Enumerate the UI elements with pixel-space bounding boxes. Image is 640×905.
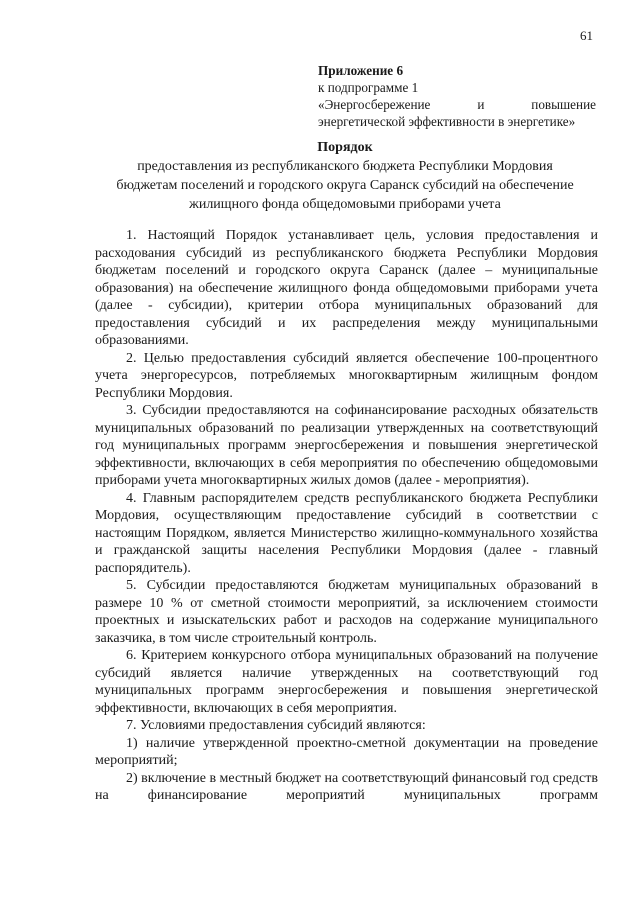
appendix-line: к подпрограмме 1 — [318, 80, 419, 95]
appendix-line: «Энергосбережение и повышение — [318, 97, 596, 112]
paragraph-3: 3. Субсидии предоставляются на софинансирование расходных обязательств муниципальных образований по реализации утвержденных на соответствующий год муниципальных программ энергосбережения и повышения энергетической эффективности, включающих в себя мероприятия по обеспечению общедомовыми приборами учета многоквартирных жилых домов (далее - мероприятия). — [95, 403, 598, 488]
paragraph-7: 7. Условиями предоставления субсидий являются: — [126, 718, 426, 733]
page-number: 61 — [580, 28, 593, 43]
list-item-1: 1) наличие утвержденной проектно-сметной документации на проведение мероприятий; — [95, 735, 598, 768]
document-subtitle-line: бюджетам поселений и городского округа Саранск субсидий на обеспечение — [116, 178, 574, 193]
document-subtitle-line: предоставления из республиканского бюджета Республики Мордовия — [137, 159, 553, 174]
paragraph-6: 6. Критерием конкурсного отбора муниципальных образований на получение субсидий является наличие утвержденных на соответствующий год муниципальных программ энергосбережения и повышения энергетической эффективности, включающих в себя мероприятия. — [95, 648, 598, 716]
list-item-2: 2) включение в местный бюджет на соответствующий финансовый год средств на финансирование мероприятий муниципальных программ — [95, 770, 598, 803]
paragraph-5: 5. Субсидии предоставляются бюджетам муниципальных образований в размере 10 % от сметной стоимости мероприятий, за исключением стоимости проектных и изыскательских работ и расходов на содержание муниципального заказчика, в том числе строительный контроль. — [95, 578, 598, 646]
paragraph-4: 4. Главным распорядителем средств республиканского бюджета Республики Мордовия, осуществляющим предоставление субсидий в соответствии с настоящим Порядком, является Министерство жилищно-коммунального хозяйства и гражданской защиты населения Республики Мордовия (далее - главный распорядитель). — [95, 490, 598, 576]
appendix-line: энергетической эффективности в энергетике» — [318, 114, 576, 129]
paragraph-1: 1. Настоящий Порядок устанавливает цель, условия предоставления и расходования субсидий из республиканского бюджета Республики Мордовия бюджетам поселений и городского округа Саранск (далее – муниципальные образования) на обеспечение жилищного фонда общедомовыми приборами учета (далее - субсидии), критерии отбора муниципальных образований для предоставления субсидий и их распределения между муниципальными образованиями. — [95, 228, 598, 348]
paragraph-2: 2. Целью предоставления субсидий является обеспечение 100-процентного учета энергоресурсов, потребляемых многоквартирным жилищным фондом Республики Мордовия. — [95, 350, 598, 401]
appendix-title: Приложение 6 — [318, 63, 404, 78]
appendix-header — [318, 62, 596, 130]
document-heading — [95, 138, 595, 214]
document-subtitle-line: жилищного фонда общедомовыми приборами учета — [189, 197, 501, 212]
document-body — [95, 227, 598, 805]
document-title: Порядок — [317, 140, 373, 155]
